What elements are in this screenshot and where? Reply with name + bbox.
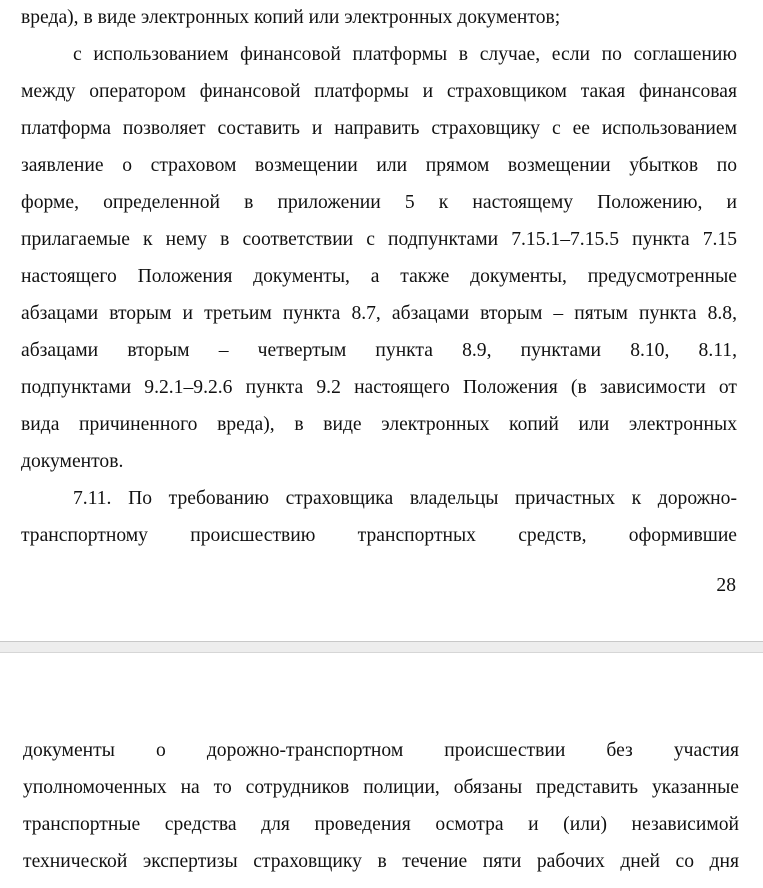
text-line: абзацами вторым – четвертым пункта 8.9, пунктами 8.10, 8.11, (21, 340, 737, 361)
page-number: 28 (716, 575, 736, 596)
text-line: между оператором финансовой платформы и страховщиком такая финансовая (21, 81, 737, 102)
text-line: форме, определенной в приложении 5 к настоящему Положению, и (21, 192, 737, 213)
text-line: транспортному происшествию транспортных средств, оформившие (21, 525, 737, 546)
text-line: вида причиненного вреда), в виде электронных копий или электронных (21, 414, 737, 435)
text-line: прилагаемые к нему в соответствии с подпунктами 7.15.1–7.15.5 пункта 7.15 (21, 229, 737, 250)
text-line: подпунктами 9.2.1–9.2.6 пункта 9.2 настоящего Положения (в зависимости от (21, 377, 737, 398)
text-line: 7.11. По требованию страховщика владельцы причастных к дорожно- (73, 488, 737, 509)
text-line: технической экспертизы страховщику в течение пяти рабочих дней со дня (23, 851, 739, 872)
page-29-body-text (23, 732, 739, 880)
page-separator (0, 641, 763, 653)
text-line: с использованием финансовой платформы в случае, если по соглашению (73, 44, 737, 65)
text-line: вреда), в виде электронных копий или электронных документов; (21, 7, 561, 28)
text-line: платформа позволяет составить и направить страховщику с ее использованием (21, 118, 737, 139)
text-line: документы о дорожно-транспортном происшествии без участия (23, 740, 739, 761)
text-line: документов. (21, 451, 124, 472)
text-line: заявление о страховом возмещении или прямом возмещении убытков по (21, 155, 737, 176)
text-line: настоящего Положения документы, а также документы, предусмотренные (21, 266, 737, 287)
text-line: уполномоченных на то сотрудников полиции, обязаны представить указанные (23, 777, 739, 798)
text-line: транспортные средства для проведения осмотра и (или) независимой (23, 814, 739, 835)
page-28-body-text (21, 0, 737, 554)
text-line: абзацами вторым и третьим пункта 8.7, абзацами вторым – пятым пункта 8.8, (21, 303, 737, 324)
